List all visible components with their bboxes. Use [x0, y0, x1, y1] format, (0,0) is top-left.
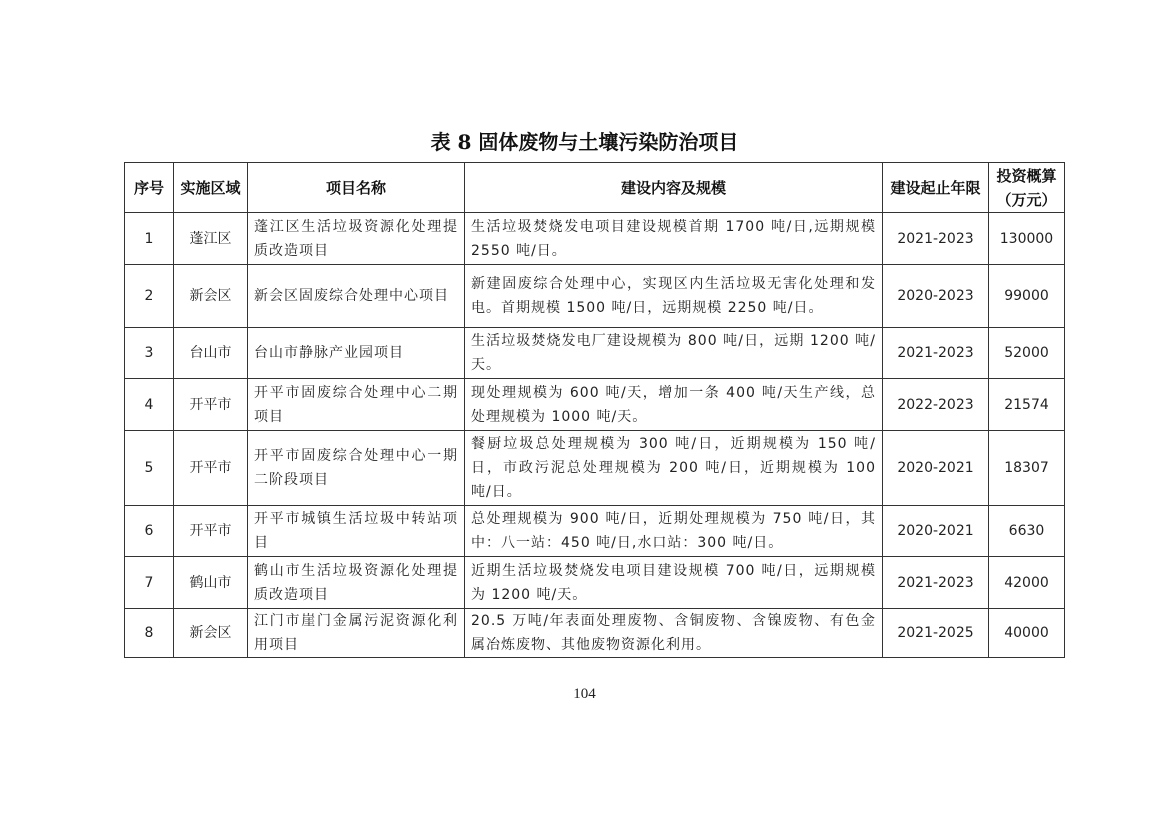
cell-area: 开平市: [174, 506, 248, 557]
page-number: 104: [573, 686, 596, 702]
table-row: [125, 609, 1065, 658]
header-row: [125, 163, 1065, 213]
cell-name: 蓬江区生活垃圾资源化处理提质改造项目: [248, 213, 465, 265]
cell-no: 8: [125, 609, 174, 658]
table-row: [125, 557, 1065, 609]
table-row: [125, 213, 1065, 265]
cell-content: 生活垃圾焚烧发电厂建设规模为 800 吨/日，远期 1200 吨/天。: [465, 328, 883, 379]
cell-area: 开平市: [174, 431, 248, 506]
cell-name: 江门市崖门金属污泥资源化利用项目: [248, 609, 465, 658]
table-row: [125, 431, 1065, 506]
cell-content: 现处理规模为 600 吨/天，增加一条 400 吨/天生产线，总处理规模为 1000 吨/天。: [465, 379, 883, 431]
cell-no: 1: [125, 213, 174, 265]
cell-years: 2020-2023: [883, 265, 989, 328]
header-years: 建设起止年限: [883, 163, 989, 213]
cell-area: 台山市: [174, 328, 248, 379]
table-row: [125, 328, 1065, 379]
cell-name: 鹤山市生活垃圾资源化处理提质改造项目: [248, 557, 465, 609]
table-row: [125, 265, 1065, 328]
cell-content: 生活垃圾焚烧发电项目建设规模首期 1700 吨/日,远期规模 2550 吨/日。: [465, 213, 883, 265]
cell-no: 2: [125, 265, 174, 328]
cell-no: 6: [125, 506, 174, 557]
header-area: 实施区域: [174, 163, 248, 213]
cell-invest: 6630: [989, 506, 1065, 557]
cell-invest: 18307: [989, 431, 1065, 506]
cell-years: 2021-2023: [883, 557, 989, 609]
cell-name: 开平市城镇生活垃圾中转站项目: [248, 506, 465, 557]
cell-no: 7: [125, 557, 174, 609]
cell-name: 开平市固废综合处理中心一期二阶段项目: [248, 431, 465, 506]
cell-invest: 40000: [989, 609, 1065, 658]
cell-no: 4: [125, 379, 174, 431]
cell-content: 近期生活垃圾焚烧发电项目建设规模 700 吨/日，远期规模为 1200 吨/天。: [465, 557, 883, 609]
cell-name: 新会区固废综合处理中心项目: [248, 265, 465, 328]
cell-years: 2021-2023: [883, 328, 989, 379]
cell-area: 鹤山市: [174, 557, 248, 609]
table-title: 表 8 固体废物与土壤污染防治项目: [430, 130, 739, 154]
cell-content: 新建固废综合处理中心，实现区内生活垃圾无害化处理和发电。首期规模 1500 吨/日，远期规模 2250 吨/日。: [465, 265, 883, 328]
cell-years: 2022-2023: [883, 379, 989, 431]
cell-area: 蓬江区: [174, 213, 248, 265]
cell-area: 新会区: [174, 265, 248, 328]
cell-invest: 42000: [989, 557, 1065, 609]
cell-invest: 21574: [989, 379, 1065, 431]
cell-name: 开平市固废综合处理中心二期项目: [248, 379, 465, 431]
cell-area: 新会区: [174, 609, 248, 658]
header-invest: 投资概算（万元）: [989, 163, 1065, 213]
header-name: 项目名称: [248, 163, 465, 213]
cell-content: 20.5 万吨/年表面处理废物、含铜废物、含镍废物、有色金属冶炼废物、其他废物资源化利用。: [465, 609, 883, 658]
cell-years: 2021-2025: [883, 609, 989, 658]
table-row: [125, 379, 1065, 431]
header-content: 建设内容及规模: [465, 163, 883, 213]
cell-invest: 52000: [989, 328, 1065, 379]
table-row: [125, 506, 1065, 557]
cell-area: 开平市: [174, 379, 248, 431]
cell-invest: 130000: [989, 213, 1065, 265]
cell-years: 2020-2021: [883, 431, 989, 506]
cell-content: 总处理规模为 900 吨/日，近期处理规模为 750 吨/日，其中：八一站：450 吨/日,水口站：300 吨/日。: [465, 506, 883, 557]
cell-no: 3: [125, 328, 174, 379]
projects-table: [124, 162, 1065, 658]
cell-invest: 99000: [989, 265, 1065, 328]
cell-years: 2020-2021: [883, 506, 989, 557]
cell-name: 台山市静脉产业园项目: [248, 328, 465, 379]
header-no: 序号: [125, 163, 174, 213]
cell-years: 2021-2023: [883, 213, 989, 265]
cell-content: 餐厨垃圾总处理规模为 300 吨/日，近期规模为 150 吨/日，市政污泥总处理规模为 200 吨/日，近期规模为 100 吨/日。: [465, 431, 883, 506]
cell-no: 5: [125, 431, 174, 506]
